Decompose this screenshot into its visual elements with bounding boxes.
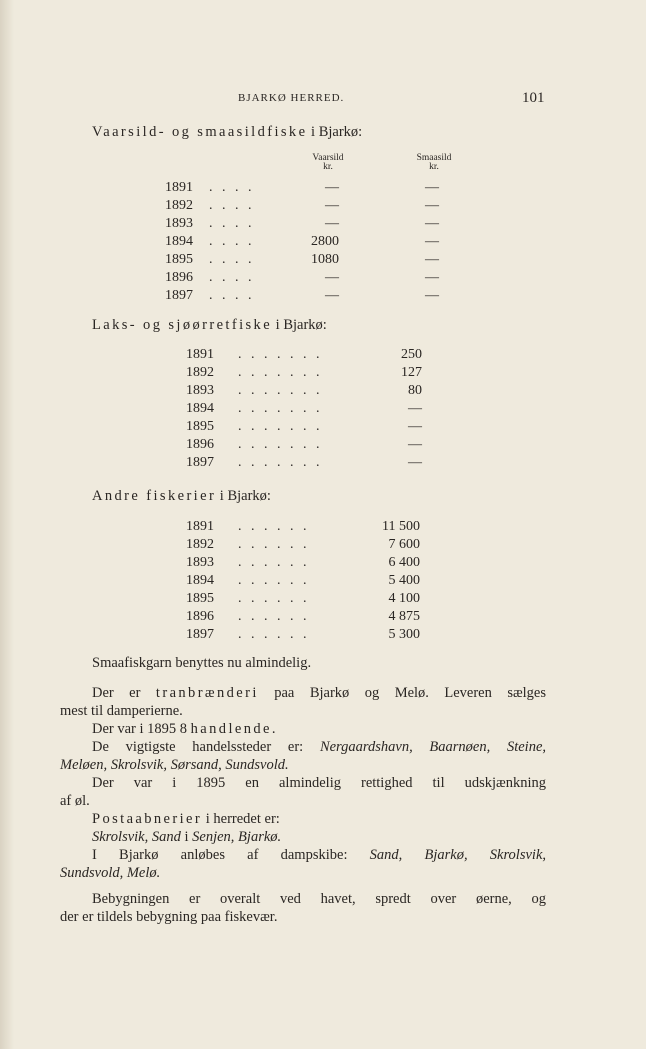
table-row	[165, 233, 455, 251]
paragraph-postaabnerier-places	[92, 828, 281, 846]
page-binding-edge	[0, 0, 14, 1049]
vaarsild-cell: —	[325, 216, 339, 231]
leader-dots: . . . . . . .	[238, 347, 323, 362]
table-row	[186, 608, 420, 626]
paragraph-rettighed-line2: af øl.	[60, 793, 90, 809]
running-header: BJARKØ HERRED.	[238, 92, 345, 104]
leader-dots: . . . . . .	[238, 519, 310, 534]
value-cell: 7 600	[388, 537, 420, 552]
value-cell: 6 400	[388, 555, 420, 570]
year-cell: 1892	[186, 537, 214, 552]
year-cell: 1896	[165, 270, 193, 285]
value-cell: —	[408, 455, 422, 470]
p5-places-2: Senjen, Bjarkø.	[192, 829, 282, 845]
year-cell: 1897	[165, 288, 193, 303]
paragraph-tranbraenderi-line1	[60, 684, 546, 702]
table1-col1-header	[296, 154, 360, 172]
leader-dots: . . . . . .	[238, 591, 310, 606]
value-cell: 4 100	[388, 591, 420, 606]
year-cell: 1893	[165, 216, 193, 231]
table-row	[165, 179, 455, 197]
table3-title-rest: i Bjarkø:	[216, 488, 271, 504]
year-cell: 1895	[186, 591, 214, 606]
table2-title-rest: i Bjarkø:	[272, 317, 327, 333]
table-row	[186, 536, 420, 554]
vaarsild-cell: 1080	[311, 252, 339, 267]
paragraph-bebygningen-line1: Bebygningen er overalt ved havet, spredt over øerne, og	[92, 891, 546, 907]
paragraph-handlende	[92, 720, 278, 738]
smaasild-cell: —	[425, 198, 439, 213]
leader-dots: . . . .	[209, 234, 255, 249]
smaafiskgarn-note: Smaafiskgarn benyttes nu almindelig.	[92, 655, 312, 671]
paragraph-dampskibe-line1	[60, 846, 546, 864]
value-cell: 80	[408, 383, 422, 398]
table-row	[165, 215, 455, 233]
table-row	[186, 346, 422, 364]
table-row	[186, 382, 422, 400]
table1-col2-header	[402, 154, 466, 172]
leader-dots: . . . . . . .	[238, 365, 323, 380]
table3-body	[186, 518, 420, 644]
year-cell: 1897	[186, 455, 214, 470]
p1-text-a: Der er	[92, 685, 156, 701]
leader-dots: . . . . . . .	[238, 401, 323, 416]
leader-dots: . . . . . . .	[238, 419, 323, 434]
leader-dots: . . . . . . .	[238, 383, 323, 398]
table-row	[165, 269, 455, 287]
leader-dots: . . . . . .	[238, 537, 310, 552]
vaarsild-cell: —	[325, 198, 339, 213]
smaasild-cell: —	[425, 270, 439, 285]
table1-title	[92, 124, 362, 141]
leader-dots: . . . .	[209, 288, 255, 303]
year-cell: 1896	[186, 437, 214, 452]
p6-places-1: Sand, Bjarkø, Skrolsvik,	[369, 847, 547, 863]
year-cell: 1893	[186, 383, 214, 398]
table1-body	[165, 179, 455, 305]
paragraph-bebygningen-line2: der er tildels bebygning paa fiskevær.	[60, 909, 278, 925]
value-cell: —	[408, 419, 422, 434]
table-row	[186, 518, 420, 536]
leader-dots: . . . . . . .	[238, 437, 323, 452]
year-cell: 1892	[186, 365, 214, 380]
value-cell: 5 300	[388, 627, 420, 642]
leader-dots: . . . .	[209, 270, 255, 285]
table2-body	[186, 346, 422, 472]
paragraph-handelssteder-line2: Meløen, Skrolsvik, Sørsand, Sundsvold.	[60, 757, 289, 773]
smaasild-cell: —	[425, 234, 439, 249]
leader-dots: . . . . . . .	[238, 455, 323, 470]
table-row	[186, 418, 422, 436]
p5-rest: i herredet er:	[202, 811, 280, 827]
leader-dots: . . . . . .	[238, 573, 310, 588]
table-row	[186, 572, 420, 590]
year-cell: 1894	[186, 401, 214, 416]
p2-text-a: Der var i 1895 8	[92, 721, 191, 737]
smaasild-cell: —	[425, 288, 439, 303]
year-cell: 1891	[186, 519, 214, 534]
table-row	[186, 554, 420, 572]
table-row	[165, 197, 455, 215]
leader-dots: . . . . . .	[238, 627, 310, 642]
value-cell: —	[408, 401, 422, 416]
table1-title-spaced: Vaarsild- og smaasildfiske	[92, 124, 308, 140]
year-cell: 1897	[186, 627, 214, 642]
table-row	[186, 364, 422, 382]
vaarsild-cell: —	[325, 180, 339, 195]
p2-spaced: handlende.	[190, 721, 278, 737]
leader-dots: . . . .	[209, 216, 255, 231]
page-number: 101	[522, 90, 545, 106]
table-row	[186, 436, 422, 454]
col1-label: Vaarsild	[312, 153, 344, 163]
paragraph-rettighed-line1: Der var i 1895 en almindelig rettighed til udskjænkning	[92, 775, 546, 791]
year-cell: 1896	[186, 609, 214, 624]
table-row	[186, 590, 420, 608]
col2-label: Smaasild	[416, 153, 452, 163]
paragraph-tranbraenderi-line2: mest til damperierne.	[60, 703, 183, 719]
p3-places-1: Nergaardshavn, Baarnøen, Steine,	[319, 739, 547, 755]
vaarsild-cell: —	[325, 288, 339, 303]
p5-places-1: Skrolsvik, Sand	[92, 829, 181, 845]
smaasild-cell: —	[425, 216, 439, 231]
col2-unit: kr.	[429, 162, 439, 172]
leader-dots: . . . . . .	[238, 609, 310, 624]
leader-dots: . . . . . .	[238, 555, 310, 570]
table3-title-spaced: Andre fiskerier	[92, 488, 217, 504]
paragraph-dampskibe-line2: Sundsvold, Melø.	[60, 865, 161, 881]
value-cell: —	[408, 437, 422, 452]
year-cell: 1891	[186, 347, 214, 362]
value-cell: 4 875	[388, 609, 420, 624]
year-cell: 1891	[165, 180, 193, 195]
year-cell: 1895	[186, 419, 214, 434]
p5-spaced: Postaabnerier	[92, 811, 203, 827]
value-cell: 11 500	[382, 519, 420, 534]
vaarsild-cell: 2800	[311, 234, 339, 249]
p5-i: i	[180, 829, 193, 845]
value-cell: 127	[401, 365, 422, 380]
table-row	[186, 454, 422, 472]
value-cell: 250	[401, 347, 422, 362]
col1-unit: kr.	[323, 162, 333, 172]
year-cell: 1894	[186, 573, 214, 588]
year-cell: 1895	[165, 252, 193, 267]
smaasild-cell: —	[425, 252, 439, 267]
leader-dots: . . . .	[209, 198, 255, 213]
year-cell: 1893	[186, 555, 214, 570]
table3-title	[92, 488, 271, 505]
table-row	[186, 400, 422, 418]
table-row	[186, 626, 420, 644]
year-cell: 1892	[165, 198, 193, 213]
smaasild-cell: —	[425, 180, 439, 195]
p6-text-a: I Bjarkø anløbes af dampskibe:	[92, 847, 370, 863]
year-cell: 1894	[165, 234, 193, 249]
table2-title	[92, 317, 327, 334]
paragraph-postaabnerier	[92, 810, 280, 828]
table-row	[165, 251, 455, 269]
table2-title-spaced: Laks- og sjøørretfiske	[92, 317, 273, 333]
p1-spaced: tranbrænderi	[155, 685, 259, 701]
leader-dots: . . . .	[209, 252, 255, 267]
paragraph-handelssteder-line1	[60, 738, 546, 756]
p1-text-b: paa Bjarkø og Melø. Leveren sælges	[258, 685, 546, 701]
table1-title-rest: i Bjarkø:	[307, 124, 363, 140]
p3-text-a: De vigtigste handelssteder er:	[92, 739, 320, 755]
vaarsild-cell: —	[325, 270, 339, 285]
value-cell: 5 400	[388, 573, 420, 588]
leader-dots: . . . .	[209, 180, 255, 195]
table-row	[165, 287, 455, 305]
